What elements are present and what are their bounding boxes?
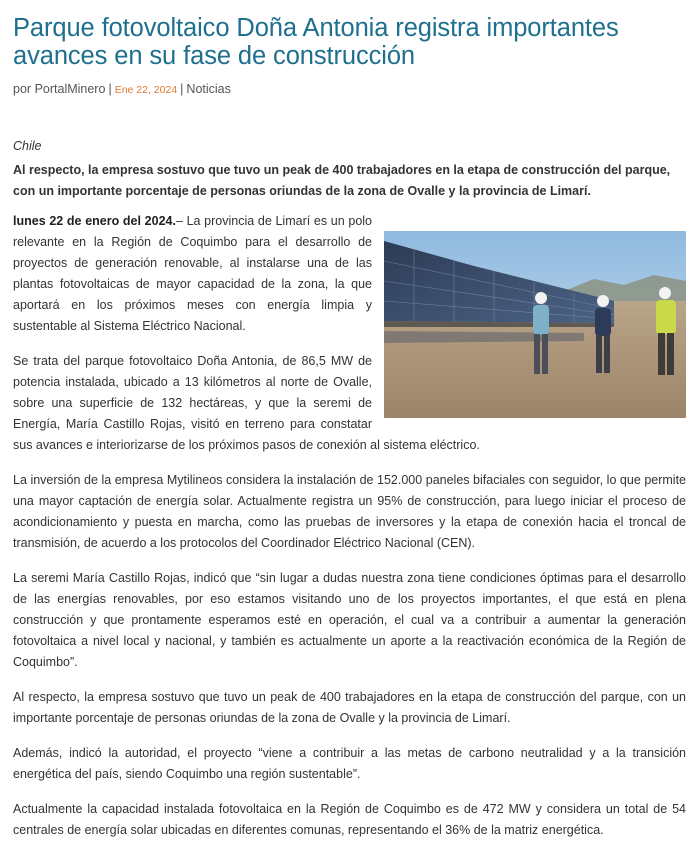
author-link[interactable]: PortalMinero	[34, 82, 106, 96]
paragraph: La seremi María Castillo Rojas, indicó que “sin lugar a dudas nuestra zona tiene condiciones óptimas para el desarrollo de las energías renovables, por eso estamos visitando uno de los proyectos importantes, el que está en plena construcción y que prontamente esperamos esté en operación, el cual va a contribuir a aumentar la generación fotovoltaica a nivel local y nacional, y también es actualmente un aporte a la reactivación económica de la Región de Coquimbo”.	[13, 571, 686, 669]
meta-separator: |	[108, 82, 112, 96]
solar-park-photo	[384, 231, 686, 418]
article-title: Parque fotovoltaico Doña Antonia registra importantes avances en su fase de construcción	[13, 14, 619, 70]
paragraph: Se trata del parque fotovoltaico Doña Antonia, de 86,5 MW de potencia instalada, ubicado a 13 kilómetros al norte de Ovalle, sobre una superficie de 132 hectáreas, y que la seremi de Energía, María Castillo Rojas, visitó en terreno para constatar sus avances e interiorizarse de los próximos pasos de conexión al sistema eléctrico.	[13, 354, 480, 452]
article	[13, 0, 686, 837]
article-photo	[384, 231, 686, 418]
dateline: lunes 22 de enero del 2024.	[13, 214, 176, 228]
paragraph: Actualmente la capacidad instalada fotovoltaica en la Región de Coquimbo es de 472 MW y considera un total de 54 centrales de energía solar ubicadas en diferentes comunas, representando el 36% de la matriz energética.	[13, 802, 686, 837]
meta-prefix: por	[13, 82, 32, 96]
meta-separator: |	[180, 82, 184, 96]
article-lead: Al respecto, la empresa sostuvo que tuvo un peak de 400 trabajadores en la etapa de construcción del parque, con un importante porcentaje de personas oriundas de la zona de Ovalle y la provincia de Limarí.	[13, 163, 671, 198]
paragraph: Al respecto, la empresa sostuvo que tuvo un peak de 400 trabajadores en la etapa de construcción del parque, con un importante porcentaje de personas oriundas de la zona de Ovalle y la provincia de Limarí.	[13, 690, 686, 725]
category-link[interactable]: Noticias	[186, 82, 231, 96]
article-meta	[13, 81, 686, 98]
publish-date: Ene 22, 2024	[114, 84, 178, 96]
paragraph: Además, indicó la autoridad, el proyecto “viene a contribuir a las metas de carbono neutralidad y a la transición energética del país, siendo Coquimbo una región sustentable”.	[13, 746, 686, 781]
paragraph: La inversión de la empresa Mytilineos considera la instalación de 152.000 paneles bifaciales con seguidor, lo que permite una mayor captación de energía solar. Actualmente registra un 95% de construcción, para luego iniciar el proceso de acondicionamiento y puesta en marcha, como las pruebas de inversores y la etapa de conexión hacia el troncal de transmisión, de acuerdo a los protocolos del Coordinador Eléctrico Nacional (CEN).	[13, 473, 686, 550]
article-body	[13, 211, 686, 855]
location-label: Chile	[13, 139, 42, 153]
paragraph-text: – La provincia de Limarí es un polo relevante en la Región de Coquimbo para el desarrollo de proyectos de generación renovable, al instalarse una de las plantas fotovoltaicas de mayor capacidad de la zona, la que aportará en los próximos meses con energía limpia y sustentable al Sistema Eléctrico Nacional.	[13, 214, 373, 333]
